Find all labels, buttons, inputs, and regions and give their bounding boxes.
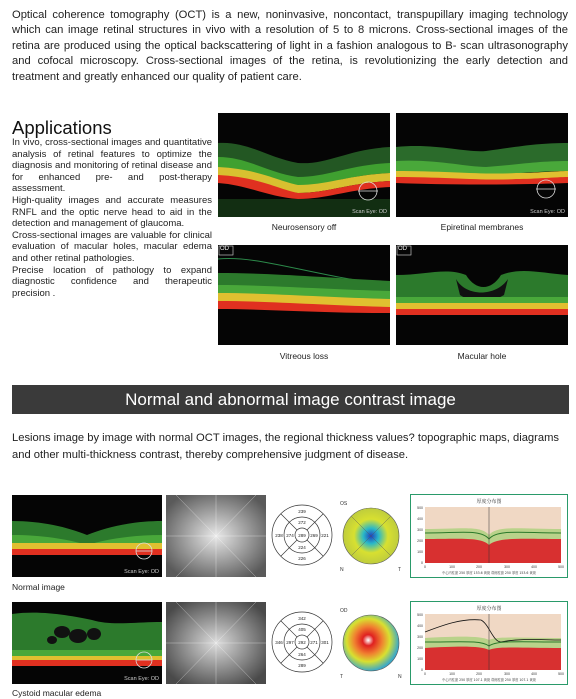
x-tick: 0: [424, 672, 426, 676]
thickness-value: 271: [310, 640, 318, 645]
chart-footer: 中心内柱窗 250 厚度 153.6 黄斑 鼻侧柱窗 250 厚度 153.6 黄斑: [442, 571, 536, 575]
row-normal-thickness-chart: [410, 494, 568, 578]
thickness-value: 264: [298, 652, 306, 657]
scan-eye-label: Scan Eye: OD: [124, 676, 159, 682]
thickness-profile-chart: [411, 602, 566, 683]
map-n-label: N: [340, 567, 344, 573]
intro-paragraph: Optical coherence tomography (OCT) is a new, noninvasive, noncontact, transpupillary imaging technology which can image retinal structures in vivo with a resolution of 5 to 8 microns. Cross-sectional images of the retina are produced using the optical backscattering of light in a fashion analogous to B- scan ultrasonography and cofocal microscopy. Cross-sectional images of the retina, is revolutionizing the early detection and treatment and greatly enhanced our quality of patient care.: [12, 9, 568, 83]
eye-label: OD: [340, 608, 348, 614]
oct-image-macular-hole: [396, 245, 568, 345]
applications-paragraph: High-quality images and accurate measures RNFL and the optic nerve head to aid in the detection and management of glaucoma.: [12, 194, 212, 230]
y-tick: 100: [417, 550, 423, 554]
oct-image-epiretinal: [396, 113, 568, 217]
y-tick: 200: [417, 539, 423, 543]
x-tick: 300: [504, 565, 510, 569]
applications-heading: Applications: [12, 117, 112, 138]
x-tick: 100: [449, 672, 455, 676]
thickness-value: 342: [298, 616, 306, 621]
y-tick: 0: [421, 561, 423, 565]
map-n-label: N: [398, 674, 402, 680]
thickness-value: 297: [286, 640, 294, 645]
thickness-value: 239: [298, 509, 306, 514]
oct-scan-graphic: [396, 245, 568, 345]
row-cme-thickness-grid: [270, 604, 334, 680]
applications-text: [12, 137, 212, 299]
y-tick: 300: [417, 635, 423, 639]
row-cme-topo-map: [336, 604, 406, 680]
scan-eye-label: Scan Eye: OD: [530, 209, 565, 215]
thickness-value: 238: [275, 533, 283, 538]
y-tick: 200: [417, 646, 423, 650]
chart-title: 厚度分布图: [476, 499, 502, 505]
y-tick: 500: [417, 506, 423, 510]
oct-image-vitreous: [218, 245, 390, 345]
oct-scan-graphic: [396, 113, 568, 217]
thickness-value: 226: [298, 556, 306, 561]
x-tick: 100: [449, 565, 455, 569]
map-t-label: T: [340, 674, 344, 680]
row-normal-oct: [12, 495, 162, 577]
row-cme-thickness-chart: [410, 601, 568, 685]
oct-scan-graphic: [218, 245, 390, 345]
row-cme-fundus: [166, 602, 266, 684]
eye-label: OS: [340, 501, 348, 507]
x-tick: 200: [476, 672, 482, 676]
thickness-grid-diagram: [270, 604, 334, 680]
oct-scan-graphic: [12, 495, 162, 577]
thickness-value: 272: [298, 520, 306, 525]
thickness-profile-chart: [411, 495, 566, 576]
caption-macular-hole: Macular hole: [457, 351, 507, 361]
thickness-value: 274: [286, 533, 294, 538]
thickness-value: 346: [275, 640, 283, 645]
thickness-value: 269: [310, 533, 318, 538]
row-normal-topo-map: [336, 497, 406, 573]
x-tick: 0: [424, 565, 426, 569]
thickness-value: 221: [321, 533, 329, 538]
scan-eye-label: Scan Eye: OD: [352, 209, 387, 215]
applications-paragraph: In vivo, cross-sectional images and quantitative analysis of retinal features to optimize the diagnosis and monitoring of retinal disease and for enhanced pre- and post-therapy assessment.: [12, 137, 212, 195]
thickness-value: 289: [298, 533, 306, 538]
lesions-paragraph: Lesions image by image with normal OCT images, the regional thickness values? topographic maps, diagrams and other multi-thickness contrast, thereby comprehensive judgment of disease.: [12, 432, 560, 461]
y-tick: 400: [417, 624, 423, 628]
caption-neurosensory: Neurosensory off: [271, 222, 337, 232]
thickness-value: 292: [298, 640, 306, 645]
row-normal-fundus: [166, 495, 266, 577]
x-tick: 500: [558, 565, 564, 569]
thickness-value: 224: [298, 545, 306, 550]
fundus-image: [166, 495, 266, 577]
y-tick: 400: [417, 517, 423, 521]
oct-image-neurosensory: [218, 113, 390, 217]
applications-paragraph: Precise location of pathology to expand diagnostic confidence and therapeutic precision .: [12, 264, 212, 299]
oct-scan-graphic: [218, 113, 390, 217]
y-tick: 500: [417, 613, 423, 617]
thickness-grid-diagram: [270, 497, 334, 573]
eye-tag: OD: [398, 246, 407, 252]
scan-eye-label: Scan Eye: OD: [124, 569, 159, 575]
row-label-cme: Cystoid macular edema: [12, 688, 102, 698]
applications-paragraph: Cross-sectional images are valuable for clinical evaluation of macular holes, macular edema and other retinal pathologies.: [12, 229, 212, 264]
y-tick: 0: [421, 668, 423, 672]
x-tick: 300: [504, 672, 510, 676]
caption-vitreous: Vitreous loss: [279, 351, 329, 361]
caption-epiretinal: Epiretinal membranes: [440, 222, 524, 232]
row-normal-thickness-grid: [270, 497, 334, 573]
y-tick: 300: [417, 528, 423, 532]
thickness-value: 289: [298, 663, 306, 668]
x-tick: 500: [558, 672, 564, 676]
topographic-map: [336, 604, 406, 680]
contrast-banner: Normal and abnormal image contrast image: [12, 385, 569, 414]
x-tick: 400: [531, 672, 537, 676]
row-label-normal: Normal image: [12, 582, 65, 592]
fundus-image: [166, 602, 266, 684]
chart-title: 厚度分布图: [476, 606, 502, 612]
x-tick: 400: [531, 565, 537, 569]
thickness-value: 301: [321, 640, 329, 645]
row-cme-oct: [12, 602, 162, 684]
map-t-label: T: [398, 567, 402, 573]
oct-scan-graphic: [12, 602, 162, 684]
chart-footer: 中心内柱窗 250 厚度 107.1 黄斑 鼻侧柱窗 250 厚度 107.1 黄斑: [442, 678, 536, 682]
topographic-map: [336, 497, 406, 573]
x-tick: 200: [476, 565, 482, 569]
y-tick: 100: [417, 657, 423, 661]
eye-tag: OD: [220, 246, 229, 252]
thickness-value: 405: [298, 627, 306, 632]
